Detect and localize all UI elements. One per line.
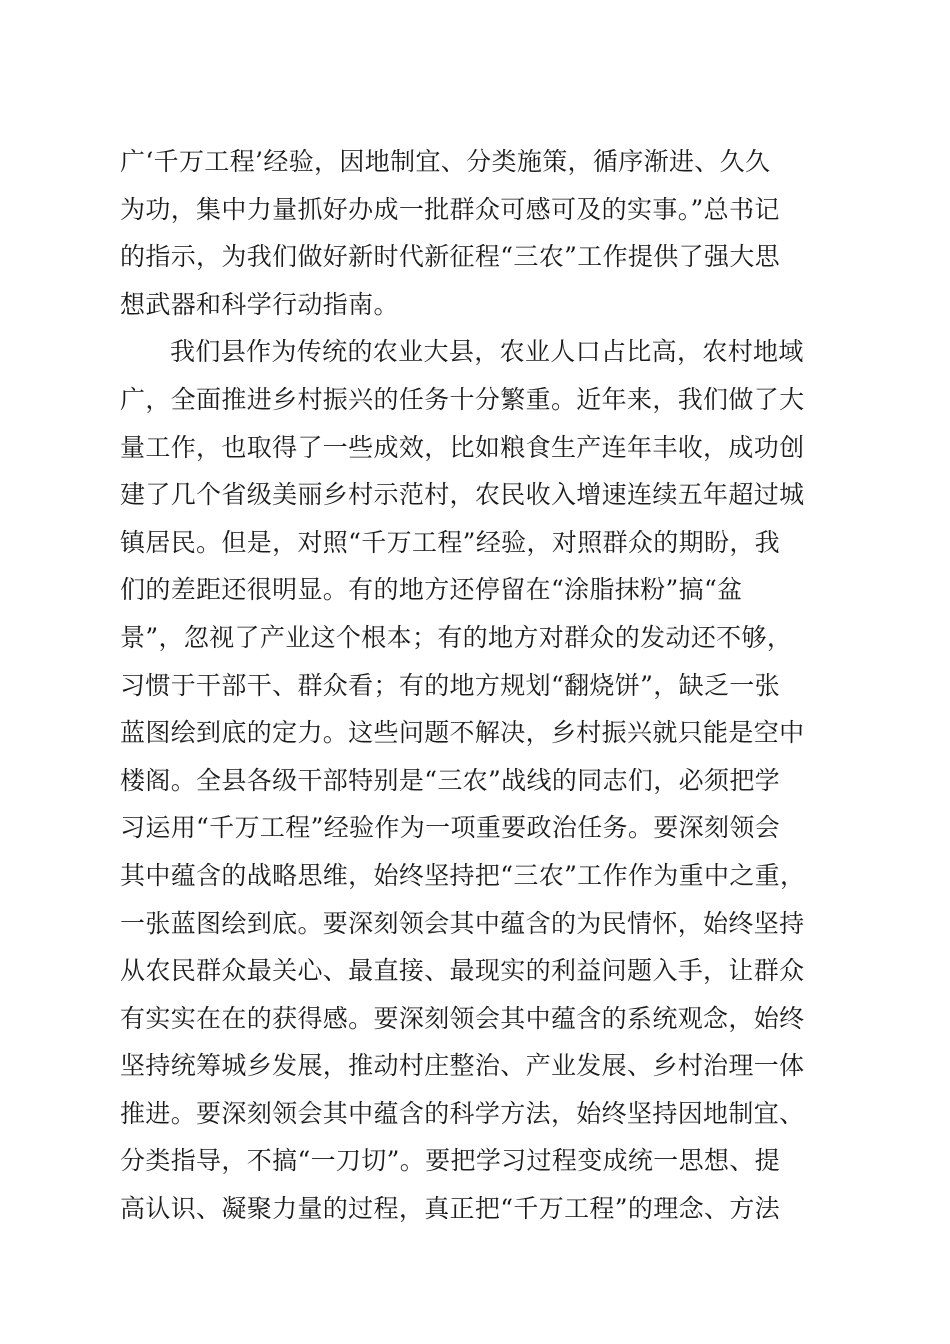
text-line: 一张蓝图绘到底。要深刻领会其中蕴含的为民情怀，始终坚持 xyxy=(120,908,805,938)
text-line: 们的差距还很明显。有的地方还停留在“涂脂抹粉”搞“盆 xyxy=(120,575,743,605)
body-text xyxy=(120,138,840,1233)
text-line: 其中蕴含的战略思维，始终坚持把“三农”工作作为重中之重， xyxy=(120,860,806,890)
text-line: 建了几个省级美丽乡村示范村，农民收入增速连续五年超过城 xyxy=(120,480,805,510)
text-line: 有实实在在的获得感。要深刻领会其中蕴含的系统观念，始终 xyxy=(120,1003,805,1033)
text-line: 楼阁。全县各级干部特别是“三农”战线的同志们，必须把学 xyxy=(120,765,781,795)
text-line: 习运用“千万工程”经验作为一项重要政治任务。要深刻领会 xyxy=(120,813,781,843)
text-line: 镇居民。但是，对照“千万工程”经验，对照群众的期盼，我 xyxy=(120,527,781,557)
text-line: 蓝图绘到底的定力。这些问题不解决，乡村振兴就只能是空中 xyxy=(120,718,805,748)
text-line: 量工作，也取得了一些成效，比如粮食生产连年丰收，成功创 xyxy=(120,432,805,462)
text-line: 推进。要深刻领会其中蕴含的科学方法，始终坚持因地制宜、 xyxy=(120,1098,805,1128)
text-line: 坚持统筹城乡发展，推动村庄整治、产业发展、乡村治理一体 xyxy=(120,1051,805,1081)
text-line: 分类指导，不搞“一刀切”。要把学习过程变成统一思想、提 xyxy=(120,1146,781,1176)
text-line: 广‘千万工程’经验，因地制宜、分类施策，循序渐进、久久 xyxy=(120,147,771,176)
text-line: 的指示，为我们做好新时代新征程“三农”工作提供了强大思 xyxy=(120,242,781,272)
text-line: 习惯于干部干、群众看；有的地方规划“翻烧饼”，缺乏一张 xyxy=(120,670,781,700)
text-line: 广，全面推进乡村振兴的任务十分繁重。近年来，我们做了大 xyxy=(120,384,805,414)
text-line: 为功，集中力量抓好办成一批群众可感可及的实事。”总书记 xyxy=(120,194,780,224)
paragraph-first-line: 我们县作为传统的农业大县，农业人口占比高，农村地域 xyxy=(170,337,804,367)
text-line: 景”，忽视了产业这个根本；有的地方对群众的发动还不够， xyxy=(120,622,793,652)
text-line: 想武器和科学行动指南。 xyxy=(120,289,399,319)
text-line: 从农民群众最关心、最直接、最现实的利益问题入手，让群众 xyxy=(120,956,805,986)
text-line: 高认识、凝聚力量的过程，真正把“千万工程”的理念、方法 xyxy=(120,1194,781,1224)
